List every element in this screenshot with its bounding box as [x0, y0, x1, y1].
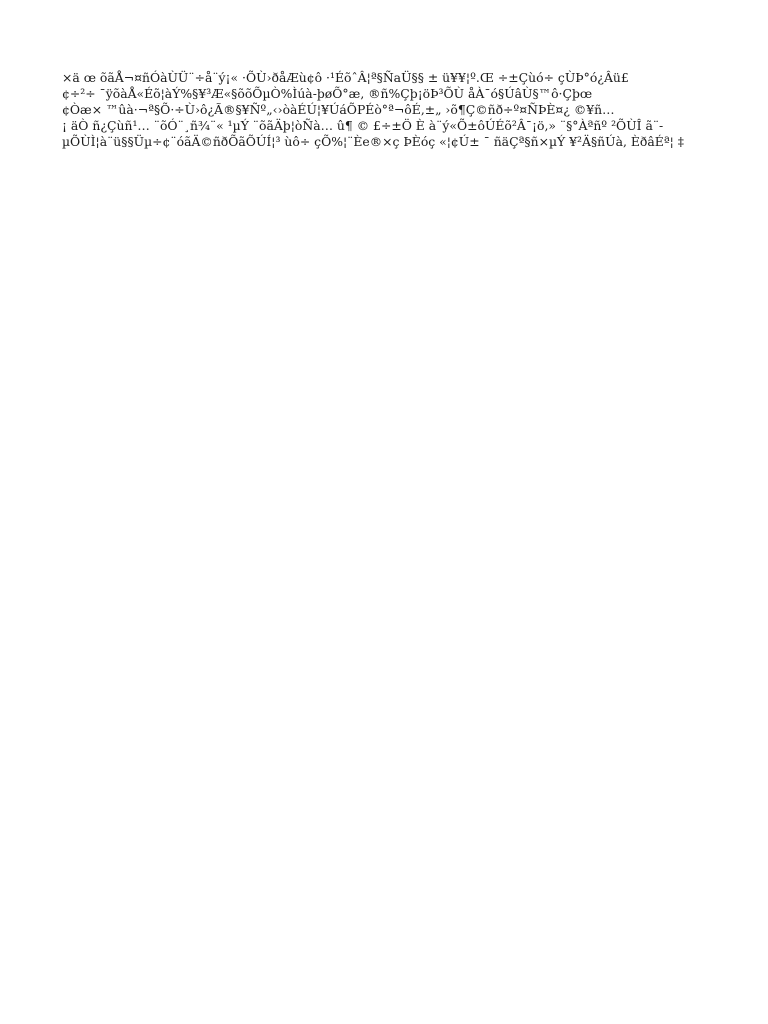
garbled-text-line	[62, 390, 706, 406]
garbled-text-line	[62, 358, 706, 374]
garbled-text-line	[62, 870, 706, 886]
garbled-text-line	[62, 694, 706, 710]
garbled-text-line	[62, 774, 706, 790]
garbled-text-line	[62, 758, 706, 774]
garbled-text-line: ¡ äÒ ñ¿Çùñ¹… ¨õÓ¨¸ñ¾¨« ¹µÝ ¨õãÄþ¦òÑà… û¶ © £÷±Ö È à¨ý«Õ±ôÚÉõ²Â¯¡ö,» ¨§°Àªñº ²ÕÙÎ ã¨-	[62, 118, 664, 133]
garbled-text-line	[62, 230, 706, 246]
garbled-text-block	[62, 70, 706, 982]
garbled-text-line	[62, 294, 706, 310]
garbled-text-line	[62, 470, 706, 486]
garbled-text-line	[62, 678, 706, 694]
garbled-text-line: ¢÷²÷ ¯ÿõàÅ«Éõ¦àÝ%§¥³Æ«§õõÕµÒ%Ìúà-þøÕ°æ‚ ®ñ%Çþ¡öÞ³ÕÙ åÀ¯ó§ÚâÙ§™ô·Çþœ	[62, 86, 593, 101]
garbled-text-line	[62, 198, 706, 214]
garbled-text-line	[62, 790, 706, 806]
garbled-text-line	[62, 326, 706, 342]
garbled-text-line	[62, 278, 706, 294]
garbled-text-line	[62, 422, 706, 438]
garbled-text-line	[62, 214, 706, 230]
garbled-text-line	[62, 310, 706, 326]
garbled-text-line	[62, 502, 706, 518]
garbled-text-line: µÕÙÌ¦à¨ü§§Üµ÷¢¨óãÄ©ñðÕãÕÚÍ¦³ ùô÷ çÕ%¦¨Èe®×ç ÞÈóç «¦¢Ú± ¯ ñäÇª§ñ×µÝ ¥²Ä§ñÚà, ÈðâÉª¦ ‡	[62, 134, 684, 149]
garbled-text-line	[62, 854, 706, 870]
garbled-text-line	[62, 598, 706, 614]
garbled-text-line	[62, 262, 706, 278]
garbled-text-line	[62, 950, 706, 966]
garbled-text-line	[62, 486, 706, 502]
garbled-text-line	[62, 886, 706, 902]
garbled-text-line	[62, 582, 706, 598]
garbled-text-line	[62, 438, 706, 454]
garbled-text-line	[62, 838, 706, 854]
garbled-text-line	[62, 342, 706, 358]
garbled-text-line	[62, 934, 706, 950]
garbled-text-line	[62, 662, 706, 678]
garbled-text-line: ¢Òæ× ™ûà·¬ª§Õ·÷Ù›ô¿Ã®§¥Ñº„‹›òàÉÚ¦¥ÚáÕPÉò°ª¬ôÉ‚±„ ›õ¶Ç©ñð÷º¤ÑÞÈ¤¿ ©¥ñ…	[62, 102, 615, 117]
garbled-text-line	[62, 182, 706, 198]
garbled-text-line	[62, 806, 706, 822]
garbled-text-line	[62, 534, 706, 550]
garbled-text-line	[62, 966, 706, 982]
garbled-text-line	[62, 166, 706, 182]
garbled-text-line	[62, 550, 706, 566]
garbled-text-line	[62, 454, 706, 470]
garbled-text-line	[62, 614, 706, 630]
garbled-text-line	[62, 742, 706, 758]
garbled-text-line	[62, 406, 706, 422]
garbled-text-line	[62, 246, 706, 262]
garbled-text-line	[62, 902, 706, 918]
garbled-text-line	[62, 566, 706, 582]
garbled-text-line	[62, 374, 706, 390]
garbled-text-line: ×ä œ õãÅ¬¤ñÓàÙÜ¨÷å¨ý¡« ·ÕÙ›ðåÆù¢ô ·¹ÉõˆÂ¦ª§ÑaÜ§§ ± ü¥¥¦º.Œ ÷±Çùó÷ çÙÞ°ó¿Âü£	[62, 70, 629, 85]
garbled-text-line	[62, 710, 706, 726]
garbled-text-line	[62, 150, 706, 166]
garbled-text-line	[62, 726, 706, 742]
garbled-text-line	[62, 518, 706, 534]
garbled-text-line	[62, 630, 706, 646]
garbled-text-line	[62, 822, 706, 838]
garbled-text-line	[62, 646, 706, 662]
garbled-text-line	[62, 918, 706, 934]
